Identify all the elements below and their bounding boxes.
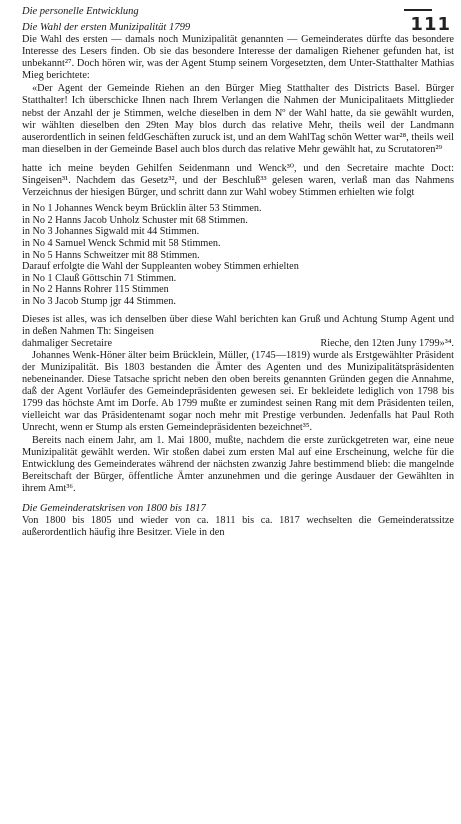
section-heading: Die Wahl der ersten Munizipalität 1799 xyxy=(22,22,191,33)
paragraph-intro: Die Wahl des ersten — damals noch Munizipalität genannten — Gemeinderates dürfte das besondere Interesse des Lesers finden. Ob sie das besondere Interesse der damaligen Riehener gefunden hat, ist unbekannt²⁷. Doch hören wir, was der Agent Stump seinem Vorgesetzten, dem Unter-Statthalter Mathias Mieg berichtete: xyxy=(22,34,454,82)
spacer xyxy=(22,156,454,162)
document-page xyxy=(22,6,454,539)
list-item: in No 1 Johannes Wenck beym Brücklin älter 53 Stimmen. xyxy=(22,203,262,215)
page-number: 111 xyxy=(410,14,451,35)
list-item: in No 5 Hanns Schweitzer mit 88 Stimmen. xyxy=(22,249,200,261)
list-item: in No 3 Johannes Sigwald mit 44 Stimmen. xyxy=(22,226,200,238)
signature-line xyxy=(22,338,454,350)
list-item: in No 1 Clauß Göttschin 71 Stimmen. xyxy=(22,272,177,284)
paragraph-wenk: Johannes Wenk-Höner älter beim Brücklein, Müller, (1745—1819) wurde als Erstgewählter Präsident der Munizipalität. Bis 1803 bestanden die Ämter des Agenten und des Munizipalitätspräsidenten nebeneinander. Diese Tatsache spricht neben den oben bereits genannten Gründen gegen die Annahme, daß der Agent Vorläufer des Gemeindepräsidenten gewesen sei. Er bekleidete lediglich von 1798 bis 1799 das höchste Amt im Dorfe. Ab 1799 mußte er zumindest seinen Rang mit dem Präsidenten teilen, vielleicht war das Präsidentenamt sogar noch mehr mit Prestige verbunden. Jedenfalls hat Paul Roth Unrecht, wenn er Stump als ersten Gemeindepräsidenten bezeichnet³⁵. xyxy=(22,349,454,434)
list-item: in No 4 Samuel Wenck Schmid mit 58 Stimmen. xyxy=(22,238,221,249)
list-item: in No 3 Jacob Stump jgr 44 Stimmen. xyxy=(22,295,176,307)
suppleants-intro: Darauf erfolgte die Wahl der Suppleanten wobey Stimmen erhielten xyxy=(22,261,299,273)
running-header: Die personelle Entwicklung xyxy=(22,6,139,17)
paragraph-crises: Von 1800 bis 1805 und wieder von ca. 1811 bis ca. 1817 wechselten die Gemeinderatssitze außerordentlich häufig ihre Besitzer. Viele in den xyxy=(22,514,454,539)
vote-list xyxy=(22,203,454,307)
paragraph-new-election: Bereits nach einem Jahr, am 1. Mai 1800, mußte, nachdem die erste zurückgetreten war, eine neue Munizipalität gewählt werden. Wir stoßen dabei zum ersten Mal auf eine Erscheinung, welche für die Entwicklung des Gemeinderates während der nächsten zwanzig Jahre bestimmend blieb: die mangelnde Bereitschaft der Bürger, öffentliche Ämter anzunehmen und die geringe Ausdauer der Gewählten in ihrem Amt³⁶. xyxy=(22,434,454,494)
list-item: in No 2 Hanns Jacob Unholz Schuster mit 68 Stimmen. xyxy=(22,214,248,226)
closing-text: Dieses ist alles, was ich denselben über diese Wahl berichten kan Gruß und Achtung Stump Agent und in deßen Nahmen Th: Singeisen xyxy=(22,313,454,337)
signature-left: dahmaliger Secretaire xyxy=(22,337,113,349)
section-heading-2: Die Gemeinderatskrisen von 1800 bis 1817 xyxy=(22,502,206,514)
quote-block: «Der Agent der Gemeinde Riehen an den Bürger Mieg Statthalter des Districts Basel. Bürger Statthalter! Ich überschicke Ihnen nach Ihrem Verlangen die Nahmen der Municipalitaets Mittglieder nebst der Anzahl der je Stimmen, welche dieselben in dem Nº der Wahl hatte, da sie gewählt wurden, wir wählten dieselben den 29ten May blos durch das relative Mehr, theils weil der Landmann auserordentlich in seinen feldGeschäften zuruck ist, und an dem WahlTag schön Wetter war²⁸, theils weil man dieselben in der Gemeinde Basel auch blos durch das relative Mehr gewählt hat, zu Scrutatoren²⁹ xyxy=(22,83,454,155)
list-item: in No 2 Hanns Rohrer 115 Stimmen xyxy=(22,284,169,296)
signature-date: Rieche, den 12ten Juny 1799»³⁴. xyxy=(320,337,454,349)
quote-block-continued: hatte ich meine beyden Gehilfen Seidenmann und Wenck³⁰, und den Secretaire machte Doct: Singeisen³¹. Nachdem das Gesetz³², und der Beschluß³³ gelesen waren, verlaß man das Nahmens Verzeichnus der hiesigen Bürger, und schritt dann zur Wahl wobey Stimmen erhielten wie folgt xyxy=(22,162,454,199)
